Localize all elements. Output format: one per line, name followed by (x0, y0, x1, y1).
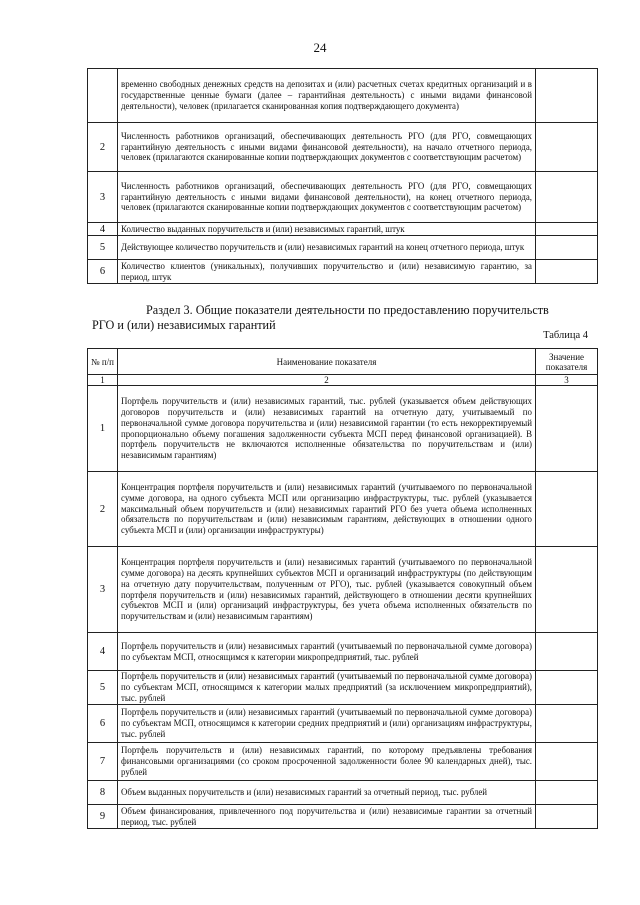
table-row (88, 547, 598, 633)
value-cell (536, 123, 598, 172)
row-text: Количество выданных поручительств и (или) независимых гарантий, штук (118, 223, 536, 236)
indicators-table-continued (87, 68, 598, 284)
row-text: Портфель поручительств и (или) независимых гарантий, по которому предъявлены требования финансовыми организациями (со сроком просроченной задолженности более 90 календарных дней), тыс. рублей (118, 743, 536, 781)
row-number: 6 (88, 705, 118, 743)
row-text: Объем финансирования, привлеченного под поручительства и (или) независимые гарантии за отчетный период, тыс. рублей (118, 805, 536, 829)
row-text: Портфель поручительств и (или) независимых гарантий (учитываемый по первоначальной сумме договора) по субъектам МСП, относящимся к категории малых предприятий (за исключением микропредприятий), тыс. рублей (118, 671, 536, 705)
value-cell (536, 472, 598, 547)
column-index: 3 (536, 375, 598, 386)
row-number (88, 69, 118, 123)
row-number: 6 (88, 260, 118, 284)
column-index: 2 (118, 375, 536, 386)
table-row (88, 386, 598, 472)
row-text: Численность работников организаций, обеспечивающих деятельность РГО (для РГО, совмещающих гарантийную деятельность с иными видами финансовой деятельности), на начало отчетного периода, человек (прилагаются сканированные копии подтверждающих документов с соответствующим расчетом) (118, 123, 536, 172)
row-number: 5 (88, 236, 118, 260)
table-row (88, 123, 598, 172)
table-index-row (88, 375, 598, 386)
table-row (88, 633, 598, 671)
row-text: Действующее количество поручительств и (или) независимых гарантий на конец отчетного периода, штук (118, 236, 536, 260)
value-cell (536, 743, 598, 781)
table-row (88, 671, 598, 705)
table-row (88, 705, 598, 743)
value-cell (536, 172, 598, 223)
general-indicators-table (87, 348, 598, 829)
header-number: № п/п (88, 349, 118, 375)
table-row (88, 472, 598, 547)
row-number: 2 (88, 123, 118, 172)
section-heading-line1: Раздел 3. Общие показатели деятельности по предоставлению поручительств (146, 303, 549, 317)
header-name: Наименование показателя (118, 349, 536, 375)
row-text: Численность работников организаций, обеспечивающих деятельность РГО (для РГО, совмещающих гарантийную деятельность с иными видами финансовой деятельности), на конец отчетного периода, человек (прилагаются сканированные копии подтверждающих документов с соответствующим расчетом) (118, 172, 536, 223)
row-text: Объем выданных поручительств и (или) независимых гарантий за отчетный период, тыс. рублей (118, 781, 536, 805)
row-text: Портфель поручительств и (или) независимых гарантий (учитываемый по первоначальной сумме договора) по субъектам МСП, относящимся к категории средних предприятий и (или) организациям инфраструктуры, тыс. рублей (118, 705, 536, 743)
row-text: Портфель поручительств и (или) независимых гарантий, тыс. рублей (указывается объем действующих договоров поручительств и (или) независимых гарантий на отчетную дату, учитываемый по первоначальной сумме договора поручительства и (или) независимой гарантии (то есть некорректируемый пропорционально объему погашения задолженности субъекта МСП перед финансовой организацией). В портфель поручительств не включаются исполненные обязательства по поручительствам и (или) независимым гарантиям) (118, 386, 536, 472)
row-text: Портфель поручительств и (или) независимых гарантий (учитываемый по первоначальной сумме договора) по субъектам МСП, относящимся к категории микропредприятий, тыс. рублей (118, 633, 536, 671)
value-cell (536, 633, 598, 671)
table-row (88, 805, 598, 829)
table-row (88, 69, 598, 123)
section-heading-line2: РГО и (или) независимых гарантий (92, 318, 276, 332)
row-number: 5 (88, 671, 118, 705)
section-heading (92, 303, 552, 333)
table-header-row (88, 349, 598, 375)
value-cell (536, 781, 598, 805)
table-row (88, 743, 598, 781)
table-caption: Таблица 4 (543, 330, 588, 341)
value-cell (536, 260, 598, 284)
table-row (88, 236, 598, 260)
value-cell (536, 69, 598, 123)
table-row (88, 260, 598, 284)
row-text: временно свободных денежных средств на депозитах и (или) расчетных счетах кредитных организаций и в государственные ценные бумаги (далее – гарантийная деятельность) с иными видами финансовой деятельности), человек (прилагается сканированная копия подтверждающего документа) (118, 69, 536, 123)
table-row (88, 223, 598, 236)
table-row (88, 781, 598, 805)
page-number: 24 (313, 40, 327, 55)
value-cell (536, 671, 598, 705)
column-index: 1 (88, 375, 118, 386)
row-number: 4 (88, 223, 118, 236)
row-number: 7 (88, 743, 118, 781)
row-number: 3 (88, 172, 118, 223)
header-value: Значение показателя (536, 349, 598, 375)
row-text: Количество клиентов (уникальных), получивших поручительство и (или) независимую гарантию, за период, штук (118, 260, 536, 284)
row-text: Концентрация портфеля поручительств и (или) независимых гарантий (учитываемого по первоначальной сумме договора, на одного субъекта МСП или организацию инфраструктуры, тыс. рублей (указывается максимальный объем поручительств и (или) независимых гарантий РГО без учета объема исполненных обязательств по поручительствам и (или) независимым гарантиям, действующих в отношении одного субъекта МСП и (или) организации инфраструктуры) (118, 472, 536, 547)
row-text: Концентрация портфеля поручительств и (или) независимых гарантий (учитываемого по первоначальной сумме договора) на десять крупнейших субъектов МСП и организаций инфраструктуры (по действующим на отчетную дату поручительствам, полученным от РГО), тыс. рублей (указывается совокупный объем портфеля поручительств и (или) независимых гарантий, действующего в отношении десяти крупнейших субъектов МСП и (или) организаций инфраструктуры, без учета объема исполненных обязательств по поручительствам и (или) независимым гарантиям) (118, 547, 536, 633)
row-number: 3 (88, 547, 118, 633)
value-cell (536, 236, 598, 260)
row-number: 8 (88, 781, 118, 805)
row-number: 9 (88, 805, 118, 829)
value-cell (536, 223, 598, 236)
value-cell (536, 705, 598, 743)
row-number: 1 (88, 386, 118, 472)
value-cell (536, 805, 598, 829)
row-number: 2 (88, 472, 118, 547)
value-cell (536, 386, 598, 472)
table-row (88, 172, 598, 223)
value-cell (536, 547, 598, 633)
row-number: 4 (88, 633, 118, 671)
